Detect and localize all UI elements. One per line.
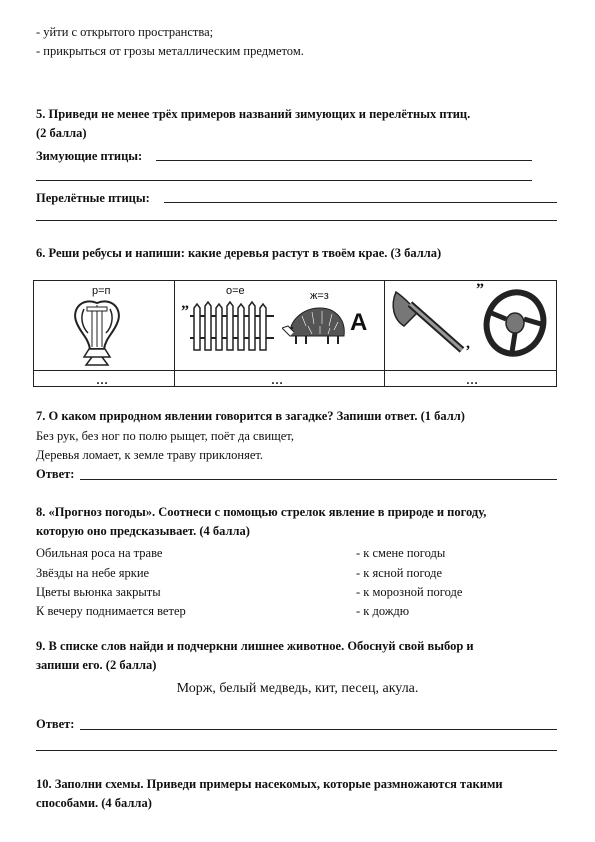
rebus-answer-3[interactable]: … <box>466 373 478 387</box>
q5-migratory-label: Перелётные птицы: <box>36 191 150 205</box>
q9-word-list[interactable]: Морж, белый медведь, кит, песец, акула. <box>176 681 419 696</box>
q9-answer-line-2[interactable] <box>36 750 557 751</box>
q9-title-line1: 9. В списке слов найди и подчеркни лишнее животное. Обоснуй свой выбор и <box>36 639 474 653</box>
q8-weather-2[interactable]: - к ясной погоде <box>356 566 443 580</box>
q5-migratory-answer-line[interactable] <box>164 202 557 203</box>
q5-wintering-label: Зимующие птицы: <box>36 149 143 163</box>
q9-title-line2: запиши его. (2 балла) <box>36 658 157 672</box>
rebus-answer-2[interactable]: … <box>271 373 283 387</box>
q8-title-line2: которую оно предсказывает. (4 балла) <box>36 524 250 538</box>
q9-answer-label: Ответ: <box>36 717 75 731</box>
hedgehog-icon <box>282 302 348 350</box>
q9-answer-line[interactable] <box>80 729 557 730</box>
q8-weather-3[interactable]: - к морозной погоде <box>356 585 463 599</box>
q10-title-line1: 10. Заполни схемы. Приведи примеры насекомых, которые размножаются такими <box>36 777 503 791</box>
q8-weather-1[interactable]: - к смене погоды <box>356 546 446 560</box>
rebus2-letter: А <box>350 309 368 336</box>
rebus2-hint2: ж=з <box>310 290 329 302</box>
q8-phenomenon-3[interactable]: Цветы вьюнка закрыты <box>36 585 161 599</box>
q7-riddle-line1: Без рук, без ног по полю рыщет, поёт да свищет, <box>36 429 294 443</box>
rebus-answer-sep-1 <box>174 370 175 387</box>
steering-wheel-icon <box>482 288 548 358</box>
q7-riddle-line2: Деревья ломает, к земле траву приклоняет. <box>36 448 264 462</box>
q8-phenomenon-2[interactable]: Звёзды на небе яркие <box>36 566 150 580</box>
rebus3-quote: ” <box>476 281 484 298</box>
q8-weather-4[interactable]: - к дождю <box>356 604 410 618</box>
rebus1-hint: р=п <box>92 285 111 297</box>
rebus-answer-1[interactable]: … <box>96 373 108 387</box>
q10-title-line2: способами. (4 балла) <box>36 796 152 810</box>
q5-migratory-answer-line-2[interactable] <box>36 220 557 221</box>
q8-title-line1: 8. «Прогноз погоды». Соотнеси с помощью стрелок явление в природе и погоду, <box>36 505 487 519</box>
lyre-icon <box>62 295 132 367</box>
rebus2-quote: ” <box>181 303 189 320</box>
rebus3-comma: , <box>466 335 470 352</box>
axe-icon <box>388 286 474 358</box>
q5-title: 5. Приведи не менее трёх примеров названий зимующих и перелётных птиц. <box>36 107 471 121</box>
q7-title: 7. О каком природном явлении говорится в загадке? Запиши ответ. (1 балл) <box>36 409 465 423</box>
q6-title: 6. Реши ребусы и напиши: какие деревья растут в твоём крае. (3 балла) <box>36 246 442 260</box>
q5-wintering-answer-line[interactable] <box>156 160 532 161</box>
rebus-row-separator <box>34 370 556 371</box>
q7-answer-line[interactable] <box>80 479 557 480</box>
safety-rule-1: - уйти с открытого пространства; <box>36 25 214 39</box>
rebus2-hint1: о=е <box>226 285 245 297</box>
safety-rule-2: - прикрыться от грозы металлическим предметом. <box>36 44 304 58</box>
q5-score: (2 балла) <box>36 126 87 140</box>
q7-answer-label: Ответ: <box>36 467 75 481</box>
q8-phenomenon-4[interactable]: К вечеру поднимается ветер <box>36 604 186 618</box>
fence-icon <box>190 300 274 352</box>
q5-wintering-answer-line-2[interactable] <box>36 180 532 181</box>
rebus-answer-sep-2 <box>384 370 385 387</box>
q8-phenomenon-1[interactable]: Обильная роса на траве <box>36 546 163 560</box>
